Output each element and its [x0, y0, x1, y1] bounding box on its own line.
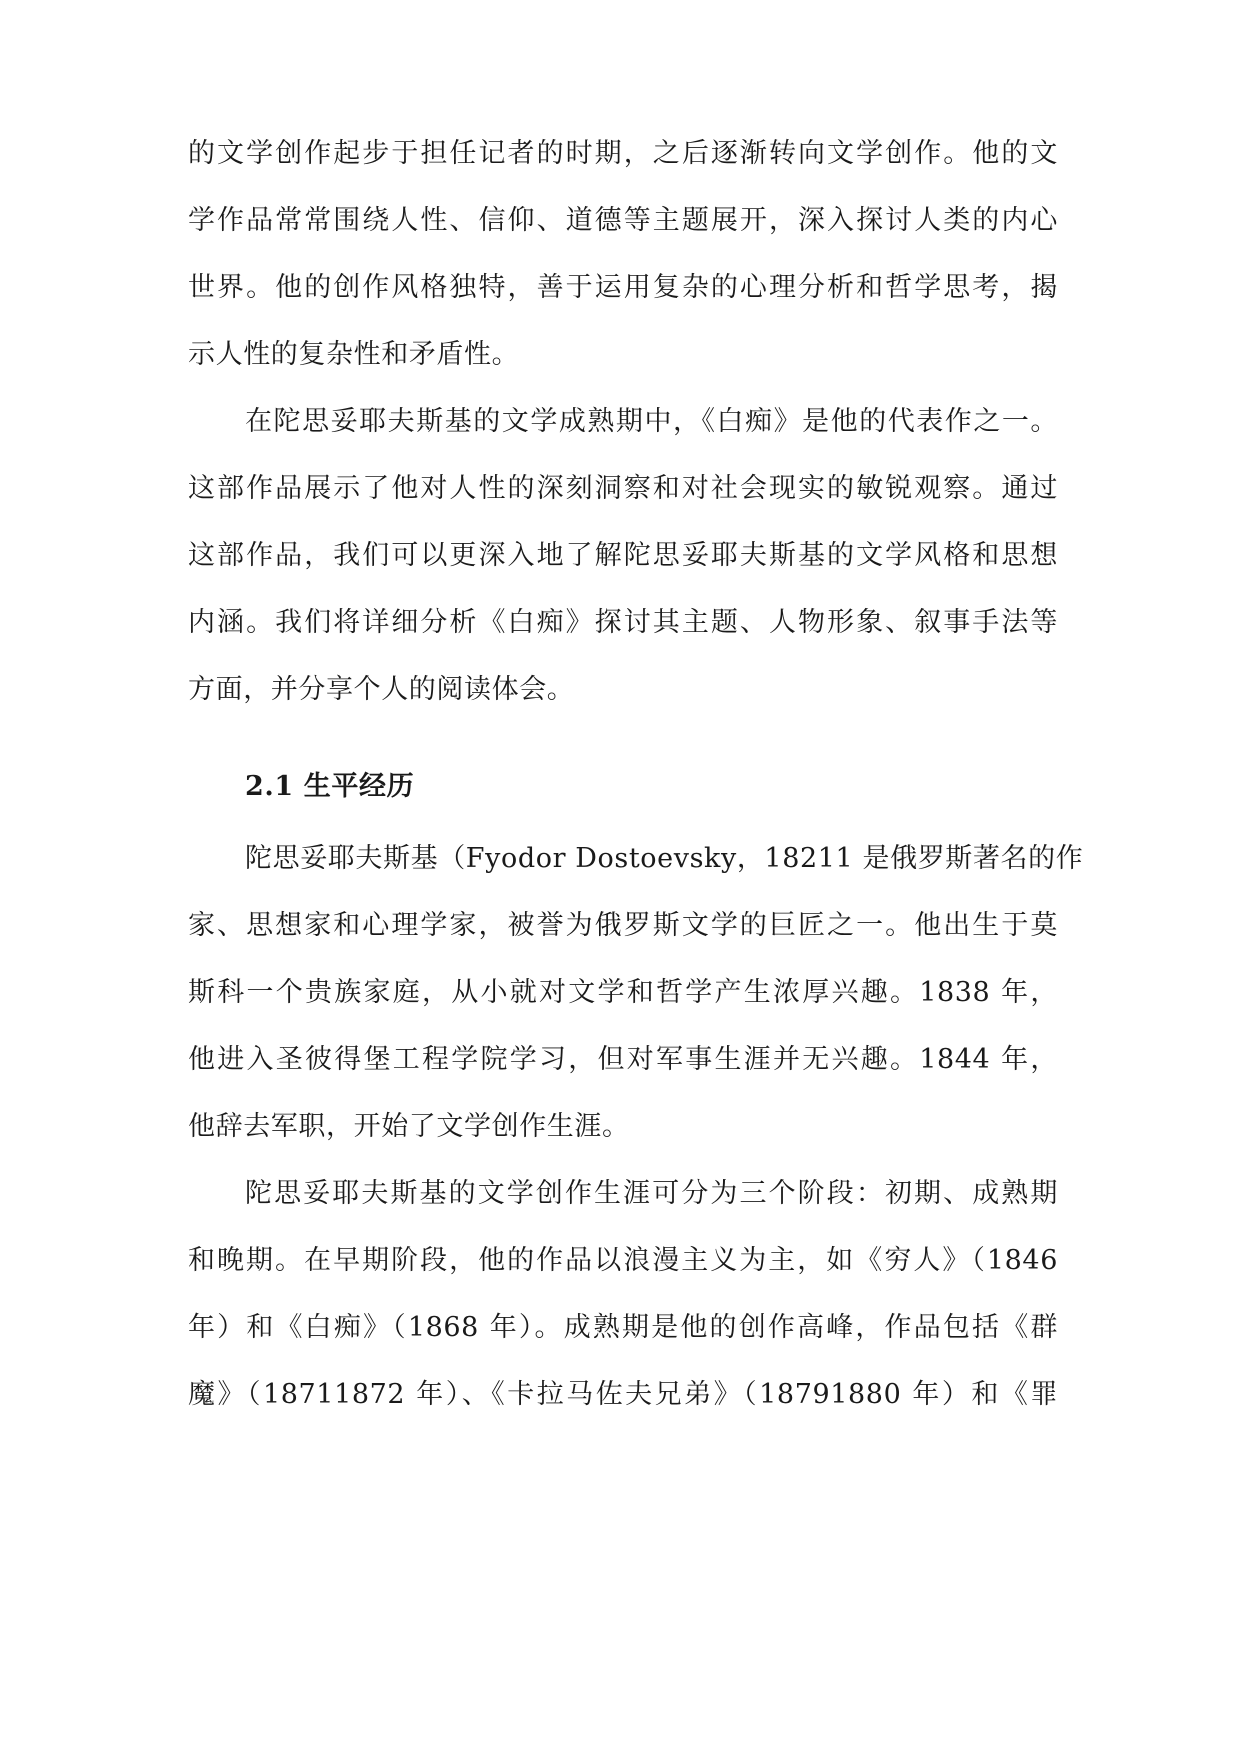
paragraph-line: 在陀思妥耶夫斯基的文学成熟期中，《白痴》是他的代表作之一。 [245, 406, 1058, 437]
paragraph-line: 学作品常常围绕人性、信仰、道德等主题展开，深入探讨人类的内心 [188, 205, 1058, 236]
paragraph-line: 家、思想家和心理学家，被誉为俄罗斯文学的巨匠之一。他出生于莫 [188, 910, 1058, 941]
paragraph-line: 示人性的复杂性和矛盾性。 [188, 339, 520, 370]
paragraph-line: 这部作品展示了他对人性的深刻洞察和对社会现实的敏锐观察。通过 [188, 473, 1058, 504]
paragraph-line: 他进入圣彼得堡工程学院学习，但对军事生涯并无兴趣。1844 年， [188, 1044, 1058, 1075]
paragraph-line: 魔》（18711872 年）、《卡拉马佐夫兄弟》（18791880 年）和《罪 [188, 1379, 1058, 1410]
paragraph-line: 陀思妥耶夫斯基的文学创作生涯可分为三个阶段：初期、成熟期 [245, 1178, 1058, 1209]
section-heading: 2.1 生平经历 [245, 771, 415, 802]
paragraph-line: 他辞去军职，开始了文学创作生涯。 [188, 1111, 630, 1142]
paragraph-line: 斯科一个贵族家庭，从小就对文学和哲学产生浓厚兴趣。1838 年， [188, 977, 1058, 1008]
paragraph-line: 内涵。我们将详细分析《白痴》探讨其主题、人物形象、叙事手法等 [188, 607, 1058, 638]
paragraph-line: 的文学创作起步于担任记者的时期，之后逐渐转向文学创作。他的文 [188, 138, 1058, 169]
paragraph-line: 世界。他的创作风格独特，善于运用复杂的心理分析和哲学思考，揭 [188, 272, 1058, 303]
paragraph-line: 这部作品，我们可以更深入地了解陀思妥耶夫斯基的文学风格和思想 [188, 540, 1058, 571]
paragraph-line: 陀思妥耶夫斯基（Fyodor Dostoevsky，18211 是俄罗斯著名的作 [245, 843, 1084, 874]
paragraph-line: 年）和《白痴》（1868 年）。成熟期是他的创作高峰，作品包括《群 [188, 1312, 1058, 1343]
paragraph-line: 和晚期。在早期阶段，他的作品以浪漫主义为主，如《穷人》（1846 [188, 1245, 1058, 1276]
paragraph-line: 方面，并分享个人的阅读体会。 [188, 674, 575, 705]
